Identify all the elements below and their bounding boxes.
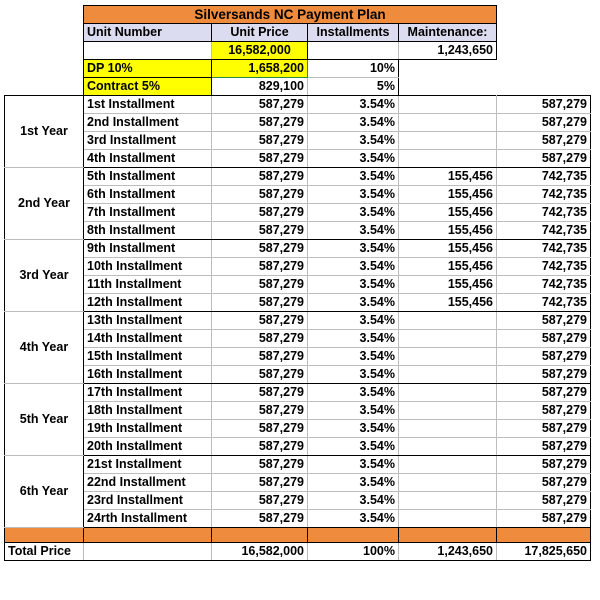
header-maintenance[interactable]: Maintenance:: [399, 24, 497, 42]
unit-price-value[interactable]: 16,582,000: [212, 42, 308, 60]
empty-cell: [5, 6, 84, 24]
installment-total[interactable]: 587,279: [497, 420, 591, 438]
installment-pct[interactable]: 3.54%: [308, 294, 399, 312]
installment-price[interactable]: 587,279: [212, 276, 308, 294]
installment-name[interactable]: 22nd Installment: [84, 474, 212, 492]
installment-name[interactable]: 18th Installment: [84, 402, 212, 420]
empty-cell: [5, 24, 84, 42]
empty-cell: [399, 60, 497, 78]
installment-total[interactable]: 587,279: [497, 474, 591, 492]
empty-cell: [497, 42, 591, 60]
installment-name[interactable]: 21st Installment: [84, 456, 212, 474]
installment-price[interactable]: 587,279: [212, 420, 308, 438]
installment-total[interactable]: 742,735: [497, 276, 591, 294]
installment-price[interactable]: 587,279: [212, 114, 308, 132]
installment-total[interactable]: 587,279: [497, 348, 591, 366]
installment-pct[interactable]: 3.54%: [308, 150, 399, 168]
installment-maintenance[interactable]: 155,456: [399, 204, 497, 222]
dp-label[interactable]: DP 10%: [84, 60, 212, 78]
table-row: [5, 204, 591, 222]
installment-name[interactable]: 5th Installment: [84, 168, 212, 186]
year-label[interactable]: 6th Year: [5, 456, 84, 528]
installment-pct[interactable]: 3.54%: [308, 510, 399, 528]
table-row: [5, 348, 591, 366]
installment-total[interactable]: 587,279: [497, 366, 591, 384]
empty-cell: [497, 24, 591, 42]
empty-cell: [5, 60, 84, 78]
empty-cell: [5, 42, 84, 60]
installment-pct[interactable]: 3.54%: [308, 366, 399, 384]
installment-name[interactable]: 16th Installment: [84, 366, 212, 384]
installment-name[interactable]: 10th Installment: [84, 258, 212, 276]
installment-price[interactable]: 587,279: [212, 492, 308, 510]
installment-price[interactable]: 587,279: [212, 204, 308, 222]
installment-total[interactable]: 587,279: [497, 438, 591, 456]
installment-name[interactable]: 9th Installment: [84, 240, 212, 258]
installment-name[interactable]: 11th Installment: [84, 276, 212, 294]
table-row: [5, 456, 591, 474]
table-row: [5, 420, 591, 438]
contract-pct[interactable]: 5%: [308, 78, 399, 96]
installment-name[interactable]: 1st Installment: [84, 96, 212, 114]
installment-price[interactable]: 587,279: [212, 348, 308, 366]
installment-pct[interactable]: 3.54%: [308, 222, 399, 240]
empty-cell: [497, 6, 591, 24]
table-row: [5, 186, 591, 204]
installment-price[interactable]: 587,279: [212, 240, 308, 258]
installment-price[interactable]: 587,279: [212, 330, 308, 348]
installment-pct[interactable]: 3.54%: [308, 330, 399, 348]
installment-name[interactable]: 19th Installment: [84, 420, 212, 438]
installment-maintenance[interactable]: [399, 132, 497, 150]
installment-maintenance[interactable]: 155,456: [399, 258, 497, 276]
installment-pct[interactable]: 3.54%: [308, 456, 399, 474]
installment-maintenance[interactable]: 155,456: [399, 168, 497, 186]
installment-total[interactable]: 587,279: [497, 402, 591, 420]
installment-total[interactable]: 742,735: [497, 222, 591, 240]
installment-name[interactable]: 17th Installment: [84, 384, 212, 402]
installment-total[interactable]: 742,735: [497, 186, 591, 204]
total-pct[interactable]: 100%: [308, 543, 399, 561]
installment-pct[interactable]: 3.54%: [308, 384, 399, 402]
installment-maintenance[interactable]: 155,456: [399, 186, 497, 204]
separator-cell: [84, 528, 212, 543]
installment-name[interactable]: 3rd Installment: [84, 132, 212, 150]
installment-price[interactable]: 587,279: [212, 474, 308, 492]
installment-pct[interactable]: 3.54%: [308, 186, 399, 204]
installment-pct[interactable]: 3.54%: [308, 168, 399, 186]
installment-maintenance[interactable]: 155,456: [399, 240, 497, 258]
table-row: [5, 168, 591, 186]
installment-price[interactable]: 587,279: [212, 294, 308, 312]
installment-pct[interactable]: 3.54%: [308, 402, 399, 420]
installment-name[interactable]: 13th Installment: [84, 312, 212, 330]
table-row: [5, 240, 591, 258]
installment-pct[interactable]: 3.54%: [308, 312, 399, 330]
installment-maintenance[interactable]: 155,456: [399, 294, 497, 312]
installment-maintenance[interactable]: [399, 420, 497, 438]
table-row: [5, 258, 591, 276]
empty-cell: [399, 78, 497, 96]
installment-total[interactable]: 587,279: [497, 132, 591, 150]
installment-pct[interactable]: 3.54%: [308, 438, 399, 456]
table-row: [5, 402, 591, 420]
header-installments[interactable]: Installments: [308, 24, 399, 42]
installment-pct[interactable]: 3.54%: [308, 96, 399, 114]
installment-name[interactable]: 2nd Installment: [84, 114, 212, 132]
table-row: [5, 492, 591, 510]
installment-price[interactable]: 587,279: [212, 150, 308, 168]
table-row: [5, 150, 591, 168]
year-label[interactable]: 2nd Year: [5, 168, 84, 240]
installment-pct[interactable]: 3.54%: [308, 492, 399, 510]
installment-maintenance[interactable]: 155,456: [399, 222, 497, 240]
installment-total[interactable]: 742,735: [497, 240, 591, 258]
separator-row: [5, 528, 591, 543]
unit-number-value-cell[interactable]: [84, 42, 212, 60]
table-row: [5, 276, 591, 294]
installment-pct[interactable]: 3.54%: [308, 474, 399, 492]
total-label[interactable]: Total Price: [5, 543, 84, 561]
installment-name[interactable]: 4th Installment: [84, 150, 212, 168]
installment-name[interactable]: 6th Installment: [84, 186, 212, 204]
contract-label[interactable]: Contract 5%: [84, 78, 212, 96]
payment-plan-table: [4, 5, 591, 561]
installment-price[interactable]: 587,279: [212, 384, 308, 402]
installment-maintenance[interactable]: [399, 150, 497, 168]
installment-total[interactable]: 587,279: [497, 96, 591, 114]
installment-price[interactable]: 587,279: [212, 510, 308, 528]
separator-cell: [212, 528, 308, 543]
table-row: [5, 474, 591, 492]
separator-cell: [5, 528, 84, 543]
table-row: [5, 132, 591, 150]
table-row: [5, 384, 591, 402]
installment-name[interactable]: 12th Installment: [84, 294, 212, 312]
installment-maintenance[interactable]: [399, 474, 497, 492]
installment-price[interactable]: 587,279: [212, 186, 308, 204]
installment-total[interactable]: 587,279: [497, 312, 591, 330]
installment-name[interactable]: 20th Installment: [84, 438, 212, 456]
table-row: [5, 330, 591, 348]
year-label[interactable]: 5th Year: [5, 384, 84, 456]
installment-price[interactable]: 587,279: [212, 402, 308, 420]
empty-cell: [5, 78, 84, 96]
table-row: [5, 510, 591, 528]
installment-price[interactable]: 587,279: [212, 258, 308, 276]
installment-maintenance[interactable]: 155,456: [399, 276, 497, 294]
header-unit-price[interactable]: Unit Price: [212, 24, 308, 42]
total-row: [5, 543, 591, 561]
maintenance-value[interactable]: 1,243,650: [399, 42, 497, 60]
total-maintenance[interactable]: 1,243,650: [399, 543, 497, 561]
installment-total[interactable]: 742,735: [497, 258, 591, 276]
installment-pct[interactable]: 3.54%: [308, 132, 399, 150]
installment-total[interactable]: 587,279: [497, 492, 591, 510]
installment-maintenance[interactable]: [399, 348, 497, 366]
separator-cell: [308, 528, 399, 543]
installment-price[interactable]: 587,279: [212, 312, 308, 330]
installment-pct[interactable]: 3.54%: [308, 114, 399, 132]
table-row: [5, 312, 591, 330]
installment-price[interactable]: 587,279: [212, 132, 308, 150]
installment-pct[interactable]: 3.54%: [308, 420, 399, 438]
year-label[interactable]: 3rd Year: [5, 240, 84, 312]
installment-name[interactable]: 8th Installment: [84, 222, 212, 240]
table-row: [5, 222, 591, 240]
installment-total[interactable]: 587,279: [497, 150, 591, 168]
separator-cell: [399, 528, 497, 543]
year-label[interactable]: 4th Year: [5, 312, 84, 384]
grand-total[interactable]: 17,825,650: [497, 543, 591, 561]
installment-total[interactable]: 742,735: [497, 204, 591, 222]
installment-price[interactable]: 587,279: [212, 168, 308, 186]
empty-cell: [497, 78, 591, 96]
installment-total[interactable]: 587,279: [497, 510, 591, 528]
installment-maintenance[interactable]: [399, 312, 497, 330]
table-row: [5, 366, 591, 384]
installment-pct[interactable]: 3.54%: [308, 204, 399, 222]
installment-name[interactable]: 23rd Installment: [84, 492, 212, 510]
dp-amount[interactable]: 1,658,200: [212, 60, 308, 78]
installment-pct[interactable]: 3.54%: [308, 240, 399, 258]
installment-maintenance[interactable]: [399, 492, 497, 510]
installment-price[interactable]: 587,279: [212, 456, 308, 474]
installment-total[interactable]: 587,279: [497, 330, 591, 348]
installments-value-cell[interactable]: [308, 42, 399, 60]
installment-price[interactable]: 587,279: [212, 438, 308, 456]
installment-maintenance[interactable]: [399, 114, 497, 132]
installment-maintenance[interactable]: [399, 510, 497, 528]
installment-price[interactable]: 587,279: [212, 222, 308, 240]
installment-maintenance[interactable]: [399, 96, 497, 114]
total-price[interactable]: 16,582,000: [212, 543, 308, 561]
header-unit-number[interactable]: Unit Number: [84, 24, 212, 42]
installment-pct[interactable]: 3.54%: [308, 348, 399, 366]
installment-maintenance[interactable]: [399, 330, 497, 348]
installment-total[interactable]: 587,279: [497, 114, 591, 132]
table-row: [5, 114, 591, 132]
installment-total[interactable]: 587,279: [497, 384, 591, 402]
table-row: [5, 96, 591, 114]
installment-maintenance[interactable]: [399, 456, 497, 474]
year-label[interactable]: 1st Year: [5, 96, 84, 168]
installment-maintenance[interactable]: [399, 402, 497, 420]
installment-maintenance[interactable]: [399, 438, 497, 456]
installment-maintenance[interactable]: [399, 366, 497, 384]
empty-cell: [497, 60, 591, 78]
total-empty-cell[interactable]: [84, 543, 212, 561]
sheet-title[interactable]: Silversands NC Payment Plan: [84, 6, 497, 24]
installment-maintenance[interactable]: [399, 384, 497, 402]
installment-name[interactable]: 24rth Installment: [84, 510, 212, 528]
installment-price[interactable]: 587,279: [212, 366, 308, 384]
contract-amount[interactable]: 829,100: [212, 78, 308, 96]
installment-name[interactable]: 15th Installment: [84, 348, 212, 366]
table-row: [5, 294, 591, 312]
installment-name[interactable]: 14th Installment: [84, 330, 212, 348]
separator-cell: [497, 528, 591, 543]
installment-pct[interactable]: 3.54%: [308, 258, 399, 276]
dp-pct[interactable]: 10%: [308, 60, 399, 78]
installment-total[interactable]: 742,735: [497, 168, 591, 186]
installment-total[interactable]: 587,279: [497, 456, 591, 474]
installment-name[interactable]: 7th Installment: [84, 204, 212, 222]
installment-pct[interactable]: 3.54%: [308, 276, 399, 294]
installment-price[interactable]: 587,279: [212, 96, 308, 114]
table-row: [5, 438, 591, 456]
installment-total[interactable]: 742,735: [497, 294, 591, 312]
